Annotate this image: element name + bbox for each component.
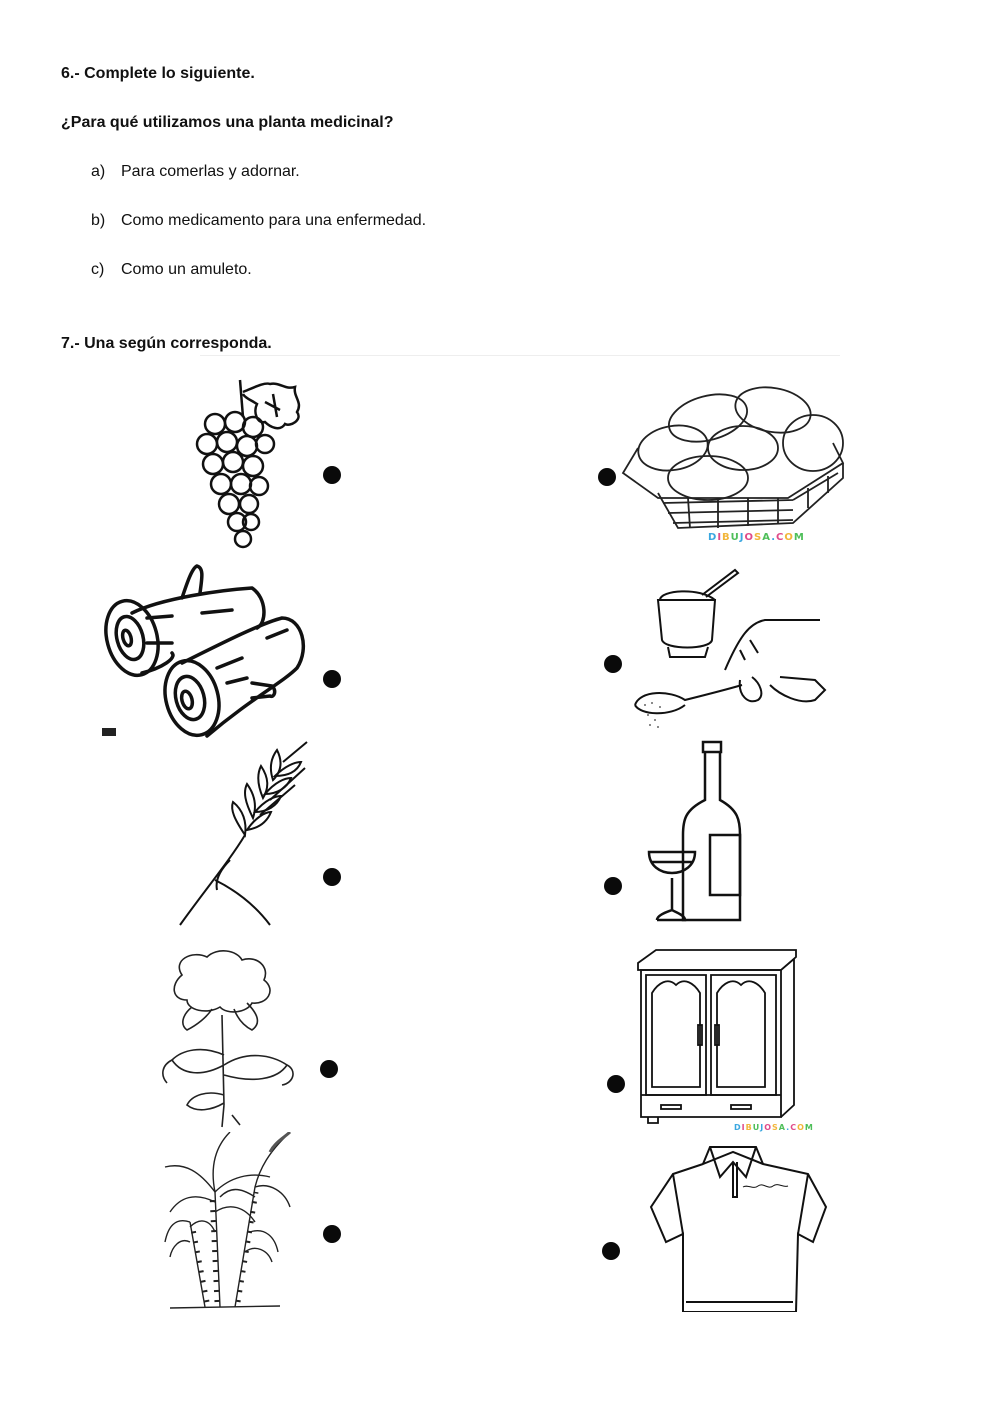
option-letter: b) [91, 212, 106, 229]
match-dot-left-5[interactable] [323, 1225, 341, 1243]
match-dot-right-3[interactable] [604, 877, 622, 895]
match-dot-left-2[interactable] [323, 670, 341, 688]
option-letter: c) [91, 261, 105, 278]
match-dot-right-5[interactable] [602, 1242, 620, 1260]
option-text: Como medicamento para una enfermedad. [121, 212, 427, 229]
option-text: Como un amuleto. [121, 261, 252, 278]
logs-icon [102, 558, 317, 743]
polo-shirt-icon [648, 1142, 828, 1312]
sugar-spoon-icon [630, 565, 830, 740]
match-dot-right-4[interactable] [607, 1075, 625, 1093]
grapes-icon [185, 372, 310, 552]
match-dot-right-2[interactable] [604, 655, 622, 673]
wheat-icon [175, 740, 315, 930]
match-dot-right-1[interactable] [598, 468, 616, 486]
option-text: Para comerlas y adornar. [121, 163, 300, 180]
wine-bottle-glass-icon [645, 740, 745, 925]
watermark: DIBUJOSA.COM [708, 532, 805, 543]
match-dot-left-3[interactable] [323, 868, 341, 886]
question-6-prompt: ¿Para qué utilizamos una planta medicinal? [61, 114, 394, 131]
watermark: DIBUJOSA.COM [734, 1123, 814, 1132]
cotton-plant-icon [152, 945, 302, 1130]
option-letter: a) [91, 163, 106, 180]
logo-mark [102, 728, 116, 736]
wardrobe-icon [636, 945, 814, 1135]
match-dot-left-4[interactable] [320, 1060, 338, 1078]
match-dot-left-1[interactable] [323, 466, 341, 484]
bread-basket-icon [618, 378, 853, 543]
sugarcane-icon [160, 1132, 295, 1312]
question-7-heading: 7.- Una según corresponda. [61, 335, 272, 352]
divider [200, 355, 840, 356]
question-6-heading: 6.- Complete lo siguiente. [61, 65, 255, 82]
